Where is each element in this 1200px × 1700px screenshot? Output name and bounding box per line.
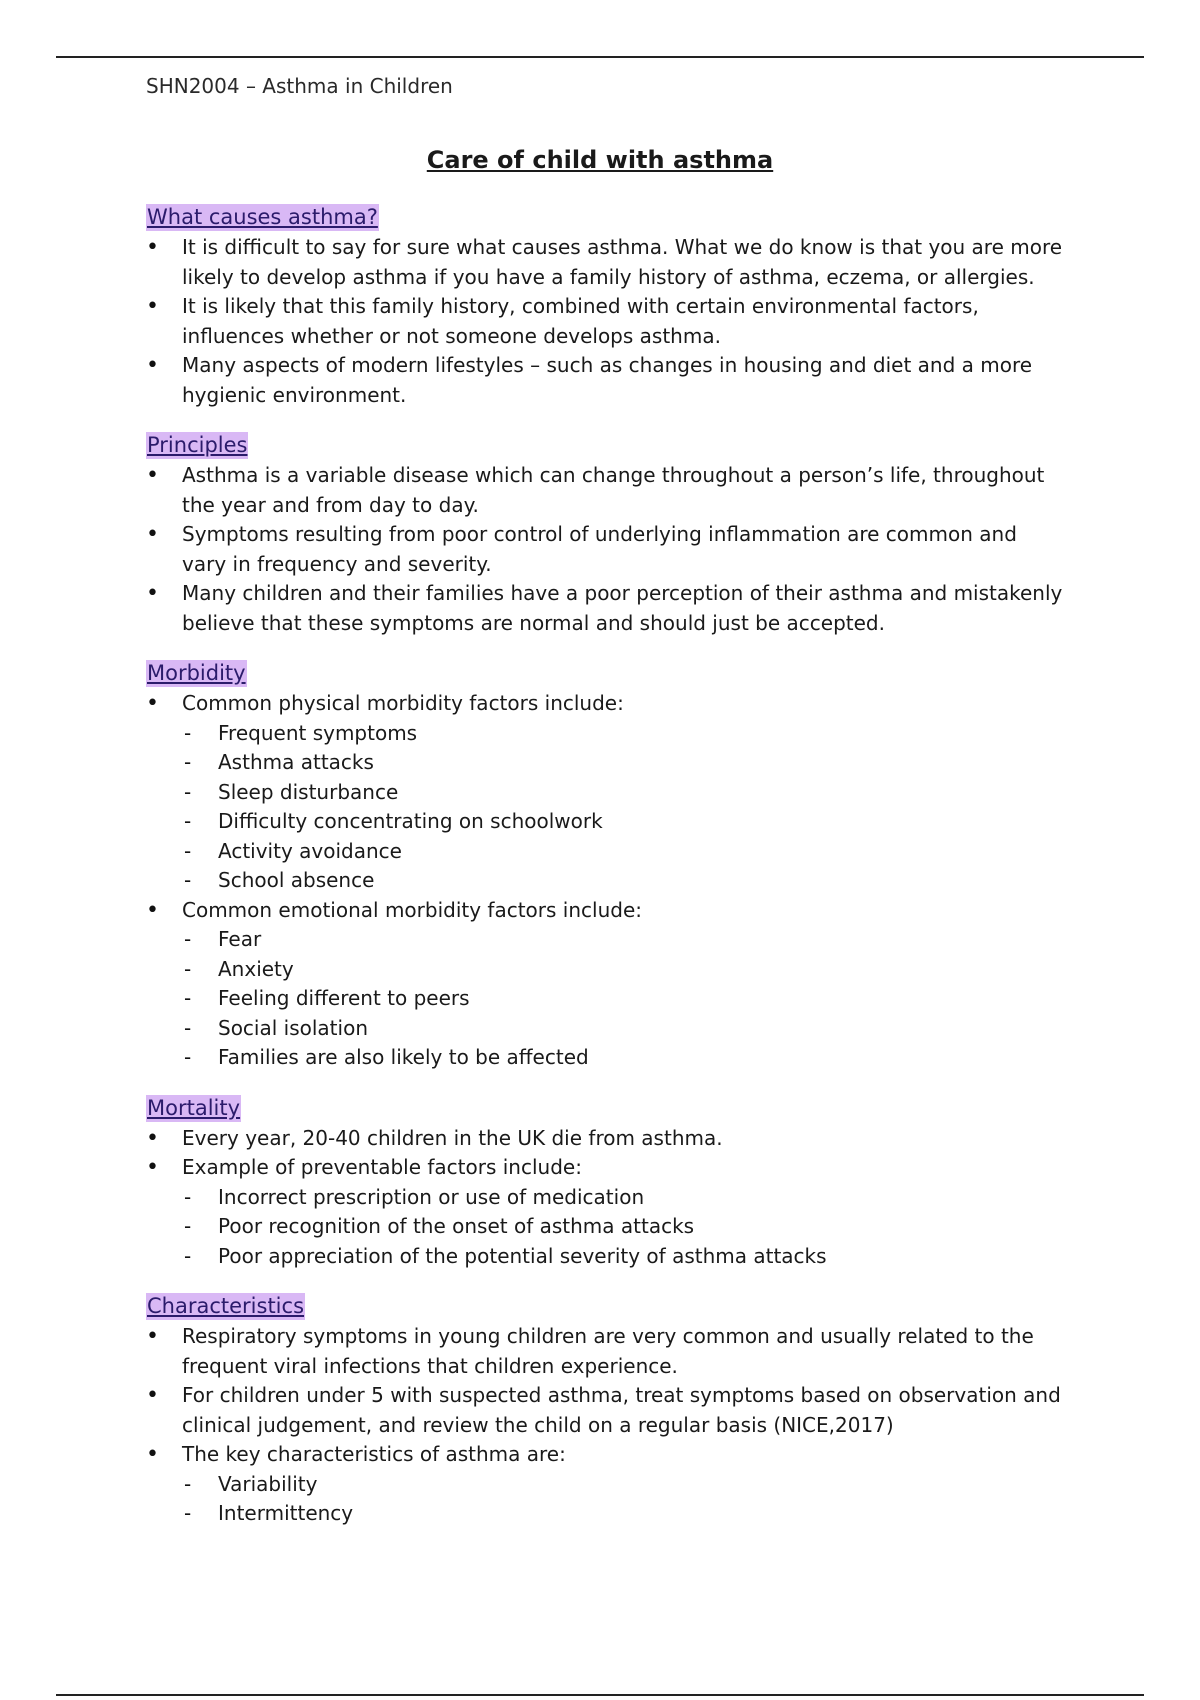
section-causes (146, 204, 1066, 410)
list-item: • Many children and their families have a poor perception of their asthma and mistakenly believe that these symptoms are normal and should just be accepted. (146, 579, 1066, 638)
section-characteristics (146, 1293, 1066, 1529)
sub-list-item: - Activity avoidance (146, 837, 1066, 867)
sub-list-item: - Fear (146, 925, 1066, 955)
list-item: • It is difficult to say for sure what causes asthma. What we do know is that you are more likely to develop asthma if you have a family history of asthma, eczema, or allergies. (146, 233, 1066, 292)
list-item: • Common emotional morbidity factors include: (146, 896, 1066, 926)
sub-list-item: - Variability (146, 1470, 1066, 1500)
list-item: • Every year, 20-40 children in the UK die from asthma. (146, 1124, 1066, 1154)
sub-list-item: - Feeling different to peers (146, 984, 1066, 1014)
section-heading: What causes asthma? (147, 205, 378, 229)
document-header: SHN2004 – Asthma in Children (146, 74, 453, 98)
section-mortality (146, 1095, 1066, 1272)
sub-list-item: - Poor recognition of the onset of asthma attacks (146, 1212, 1066, 1242)
document-body (146, 204, 1066, 1551)
sub-list-item: - Sleep disturbance (146, 778, 1066, 808)
bullet-list (146, 689, 1066, 1073)
sub-list-item: - Poor appreciation of the potential severity of asthma attacks (146, 1242, 1066, 1272)
list-item: • Many aspects of modern lifestyles – such as changes in housing and diet and a more hygienic environment. (146, 351, 1066, 410)
sub-list-item: - Families are also likely to be affected (146, 1043, 1066, 1073)
sub-list-item: - Anxiety (146, 955, 1066, 985)
section-principles (146, 432, 1066, 638)
list-item: • Symptoms resulting from poor control of underlying inflammation are common and vary in frequency and severity. (146, 520, 1066, 579)
bullet-list (146, 233, 1066, 410)
section-morbidity (146, 660, 1066, 1073)
section-heading: Mortality (147, 1095, 241, 1120)
sub-list-item: - Asthma attacks (146, 748, 1066, 778)
header-rule (56, 56, 1144, 58)
sub-list-item: - School absence (146, 866, 1066, 896)
bullet-list (146, 461, 1066, 638)
list-item: • Example of preventable factors include: (146, 1153, 1066, 1183)
section-heading: Morbidity (147, 661, 246, 685)
list-item: • Common physical morbidity factors include: (146, 689, 1066, 719)
sub-list-item: - Difficulty concentrating on schoolwork (146, 807, 1066, 837)
list-item: • For children under 5 with suspected asthma, treat symptoms based on observation and clinical judgement, and review the child on a regular basis (NICE,2017) (146, 1381, 1066, 1440)
sub-list-item: - Intermittency (146, 1499, 1066, 1529)
sub-list-item: - Incorrect prescription or use of medication (146, 1183, 1066, 1213)
bullet-list (146, 1322, 1066, 1529)
list-item: • The key characteristics of asthma are: (146, 1440, 1066, 1470)
section-heading: Characteristics (147, 1294, 305, 1318)
section-heading: Principles (147, 433, 248, 457)
sub-list-item: - Social isolation (146, 1014, 1066, 1044)
page-title: Care of child with asthma (426, 146, 774, 174)
list-item: • Asthma is a variable disease which can change throughout a person’s life, throughout the year and from day to day. (146, 461, 1066, 520)
sub-list-item: - Frequent symptoms (146, 719, 1066, 749)
footer-rule (56, 1694, 1144, 1696)
list-item: • It is likely that this family history, combined with certain environmental factors, influences whether or not someone develops asthma. (146, 292, 1066, 351)
list-item: • Respiratory symptoms in young children are very common and usually related to the frequent viral infections that children experience. (146, 1322, 1066, 1381)
bullet-list (146, 1124, 1066, 1272)
